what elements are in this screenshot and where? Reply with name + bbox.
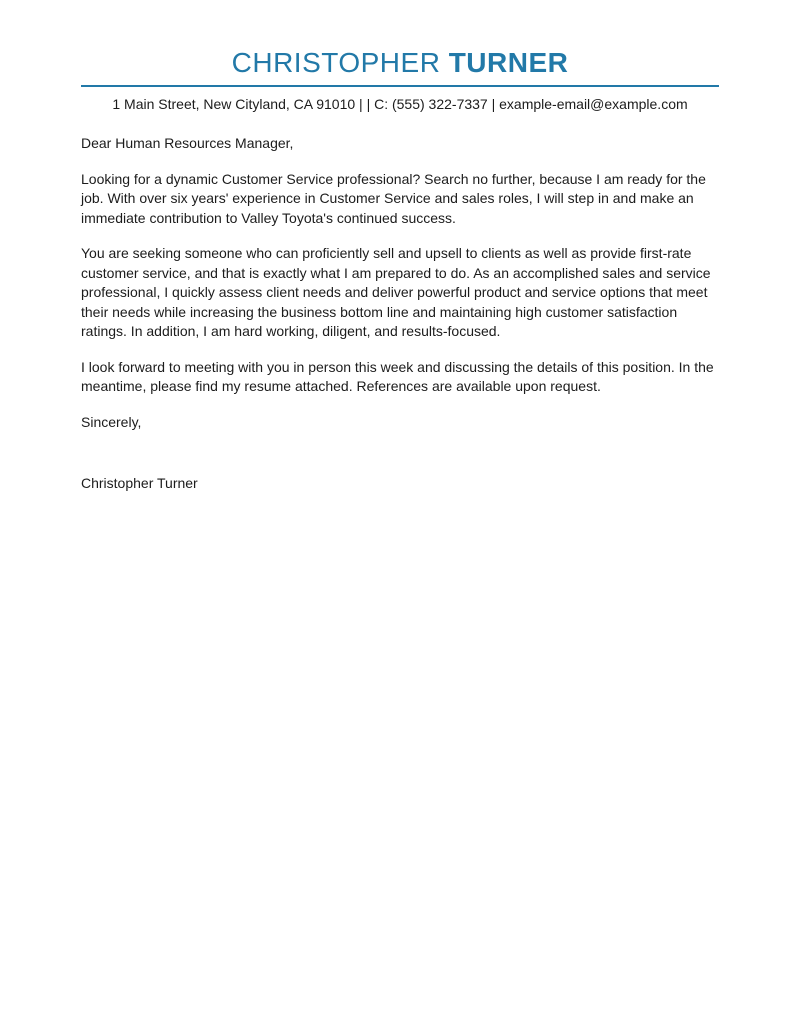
page-title [81,46,719,80]
first-name: CHRISTOPHER [231,47,441,78]
last-name: TURNER [448,47,569,78]
body-paragraph: You are seeking someone who can proficiently sell and upsell to clients as well as provide first-rate customer service, and that is exactly what I am prepared to do. As an accomplished sales and service professional, I quickly assess client needs and deliver powerful product and service options that meet their needs while increasing the business bottom line and maintaining high customer satisfaction ratings. In addition, I am hard working, diligent, and results-focused. [81,245,711,340]
body-paragraph: I look forward to meeting with you in person this week and discussing the details of this position. In the meantime, please find my resume attached. References are available upon request. [81,358,714,395]
signature: Christopher Turner [81,475,198,492]
contact-line: 1 Main Street, New Cityland, CA 91010 | | C: (555) 322-7337 | example-email@example.com [112,95,688,112]
salutation: Dear Human Resources Manager, [81,135,294,152]
body-paragraph: Looking for a dynamic Customer Service professional? Search no further, because I am ready for the job. With over six years' experience in Customer Service and sales roles, I will step in and make an immediate contribution to Valley Toyota's continued success. [81,170,706,226]
letter-content [0,0,800,494]
letter-header [81,46,719,114]
letter-body [81,134,719,494]
header-rule [81,85,719,87]
closing: Sincerely, [81,413,142,430]
